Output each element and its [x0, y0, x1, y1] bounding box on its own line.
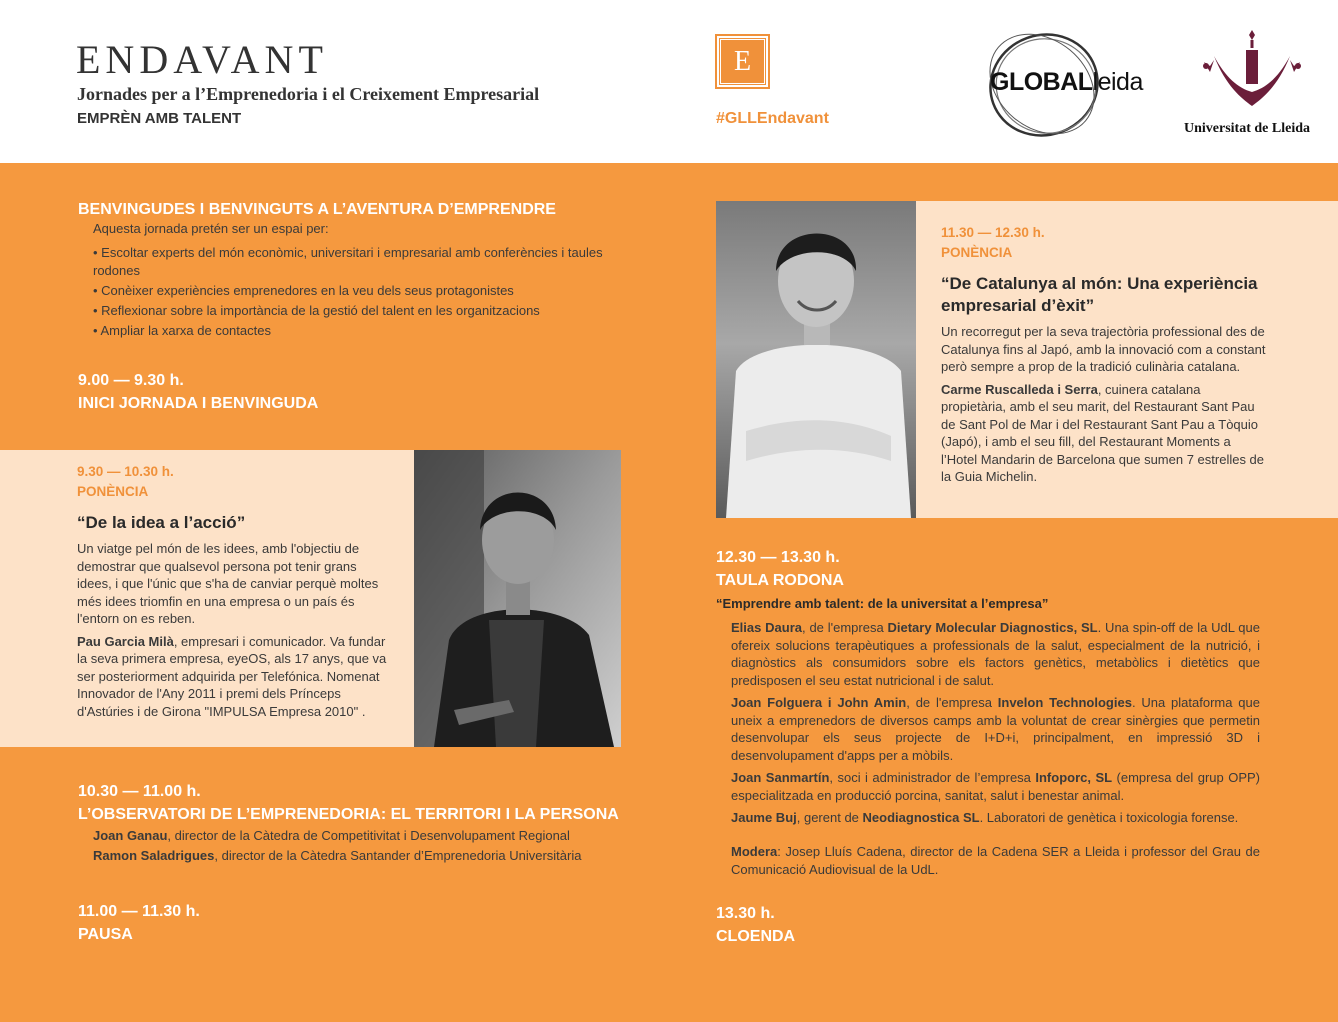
talk1-speaker: Pau Garcia Milà: [77, 633, 174, 649]
udl-crest-icon: [1196, 26, 1308, 116]
taula-subtitle: “Emprendre amb talent: de la universitat a l’empresa”: [716, 596, 1049, 611]
list-item: Jaume Buj, gerent de Neodiagnostica SL. Laboratori de genètica i toxicologia forense.: [731, 810, 1239, 825]
speaker-photo-pau: [414, 450, 621, 747]
inici-title: INICI JORNADA I BENVINGUDA: [78, 395, 319, 412]
welcome-intro: Aquesta jornada pretén ser un espai per:: [93, 221, 329, 236]
talk2-title: “De Catalunya al món: Una experiència empresarial d’èxit”: [941, 274, 1258, 315]
talk2-box: [916, 201, 1338, 518]
endavant-logo-letter: E: [720, 39, 765, 84]
person-icon: [414, 450, 621, 747]
observatori-time: 10.30 — 11.00 h.: [78, 783, 201, 800]
observatori-title: L’OBSERVATORI DE L’EMPRENEDORIA: EL TERRITORI I LA PERSONA: [78, 806, 619, 823]
talk2-time: 11.30 — 12.30 h.: [941, 225, 1045, 240]
inici-slot: [78, 369, 318, 415]
brand-subtitle: Jornades per a l’Emprenedoria i el Creixement Empresarial: [77, 84, 540, 104]
globallleida-logo-text: GLOBALleida: [990, 68, 1143, 96]
list-item: Joan Sanmartín, soci i administrador de l’empresa Infoporc, SL (empresa del grup OPP) especialitzada en producció porcina, sanitat, salut i benestar animal.: [731, 770, 1260, 803]
observatori-slot: [78, 780, 619, 826]
talk1-title: “De la idea a l’acció”: [77, 513, 246, 532]
pausa-time: 11.00 — 11.30 h.: [78, 903, 200, 920]
cloenda-time: 13.30 h.: [716, 905, 775, 922]
cloenda-slot: [716, 902, 795, 948]
header: [0, 0, 1338, 163]
pausa-slot: [78, 900, 200, 946]
inici-time: 9.00 — 9.30 h.: [78, 372, 184, 389]
taula-moderator: Modera: Josep Lluís Cadena, director de la Cadena SER a Lleida i professor del Grau de Comunicació Audiovisual de la UdL.: [731, 844, 1260, 877]
observatori-people: [93, 826, 653, 866]
talk2-description: Un recorregut per la seva trajectòria professional des de Catalunya fins al Japó, amb la innovació com a constant però sempre a prop de la tradició culinària catalana.: [941, 324, 1266, 374]
brand-title: ENDAVANT: [76, 37, 328, 82]
taula-title: TAULA RODONA: [716, 572, 844, 589]
list-item: • Conèixer experiències emprenedores en la veu dels seus protagonistes: [93, 282, 514, 298]
university-name: Universitat de Lleida: [1184, 121, 1310, 136]
welcome-list: [93, 244, 613, 342]
talk2-type: PONÈNCIA: [941, 245, 1013, 260]
cloenda-title: CLOENDA: [716, 928, 796, 945]
list-item: • Reflexionar sobre la importància de la gestió del talent en les organitzacions: [93, 302, 540, 318]
talk2-speaker: Carme Ruscalleda i Serra: [941, 381, 1098, 397]
talk1-type: PONÈNCIA: [77, 484, 149, 499]
taula-slot: [716, 546, 844, 592]
list-item: Ramon Saladrigues, director de la Càtedra Santander d’Emprenedoria Universitària: [93, 848, 582, 863]
list-item: Elias Daura, de l'empresa Dietary Molecular Diagnostics, SL. Una spin-off de la UdL que ofereix solucions terapèutiques a professionals de la salut, especialment de la nutrició, i diagnòstics als consumidors sobre els factors genètics, metabòlics i dietètics que predisposen el seu estat nutricional i de salut.: [731, 620, 1260, 688]
taula-time: 12.30 — 13.30 h.: [716, 549, 840, 566]
list-item: Joan Folguera i John Amin, de l'empresa Invelon Technologies. Una plataforma que uneix a emprenedors de diversos camps amb la voluntat de crear sinèrgies que permetin desenvolupar els seus projecte de I+D+i, principalment, en impressió 3D i desenvolupament d'apps per a mòbils.: [731, 695, 1260, 763]
welcome-title: BENVINGUDES I BENVINGUTS A L’AVENTURA D’EMPRENDRE: [78, 201, 556, 218]
talk1-time: 9.30 — 10.30 h.: [77, 464, 174, 479]
globallleida-logo: [982, 30, 1182, 140]
talk1-box: [0, 450, 414, 747]
talk1-description: Un viatge pel món de les idees, amb l'objectiu de demostrar que qualsevol persona pot tenir grans idees, i que l'únic que s'ha de canviar perquè moltes més idees triomfin en una empresa o un país és l'entorn on es reben.: [77, 541, 379, 626]
person-icon: [716, 201, 916, 518]
hashtag[interactable]: #GLLEndavant: [716, 110, 829, 127]
taula-panelists: [731, 619, 1260, 832]
talk2-bio: Carme Ruscalleda i Serra, cuinera catalana propietària, amb el seu marit, del Restaurant Sant Pau de Sant Pol de Mar i del Restaurant Sant Pau a Tòquio (Japó), i amb el seu fill, del Restaurant Moments a l’Hotel Mandarin de Barcelona que sumen 7 estrelles de la Guia Michelin.: [941, 381, 1265, 484]
brand-tagline: EMPRÈN AMB TALENT: [77, 110, 242, 127]
pausa-title: PAUSA: [78, 926, 133, 943]
speaker-photo-carme: [716, 201, 916, 518]
talk1-bio: Pau Garcia Milà, empresari i comunicador. Va fundar la seva primera empresa, eyeOS, als 17 anys, que va ser posteriorment adquirida per Telefónica. Nomenat Innovador de l'Any 2011 i premi dels Prínceps d'Astúries i de Girona "IMPULSA Empresa 2010" .: [77, 633, 387, 719]
endavant-logo: [715, 34, 770, 89]
list-item: Joan Ganau, director de la Càtedra de Competitivitat i Desenvolupament Regional: [93, 828, 570, 843]
list-item: • Ampliar la xarxa de contactes: [93, 322, 271, 338]
list-item: • Escoltar experts del món econòmic, universitari i empresarial amb conferències i taules rodones: [93, 245, 603, 278]
